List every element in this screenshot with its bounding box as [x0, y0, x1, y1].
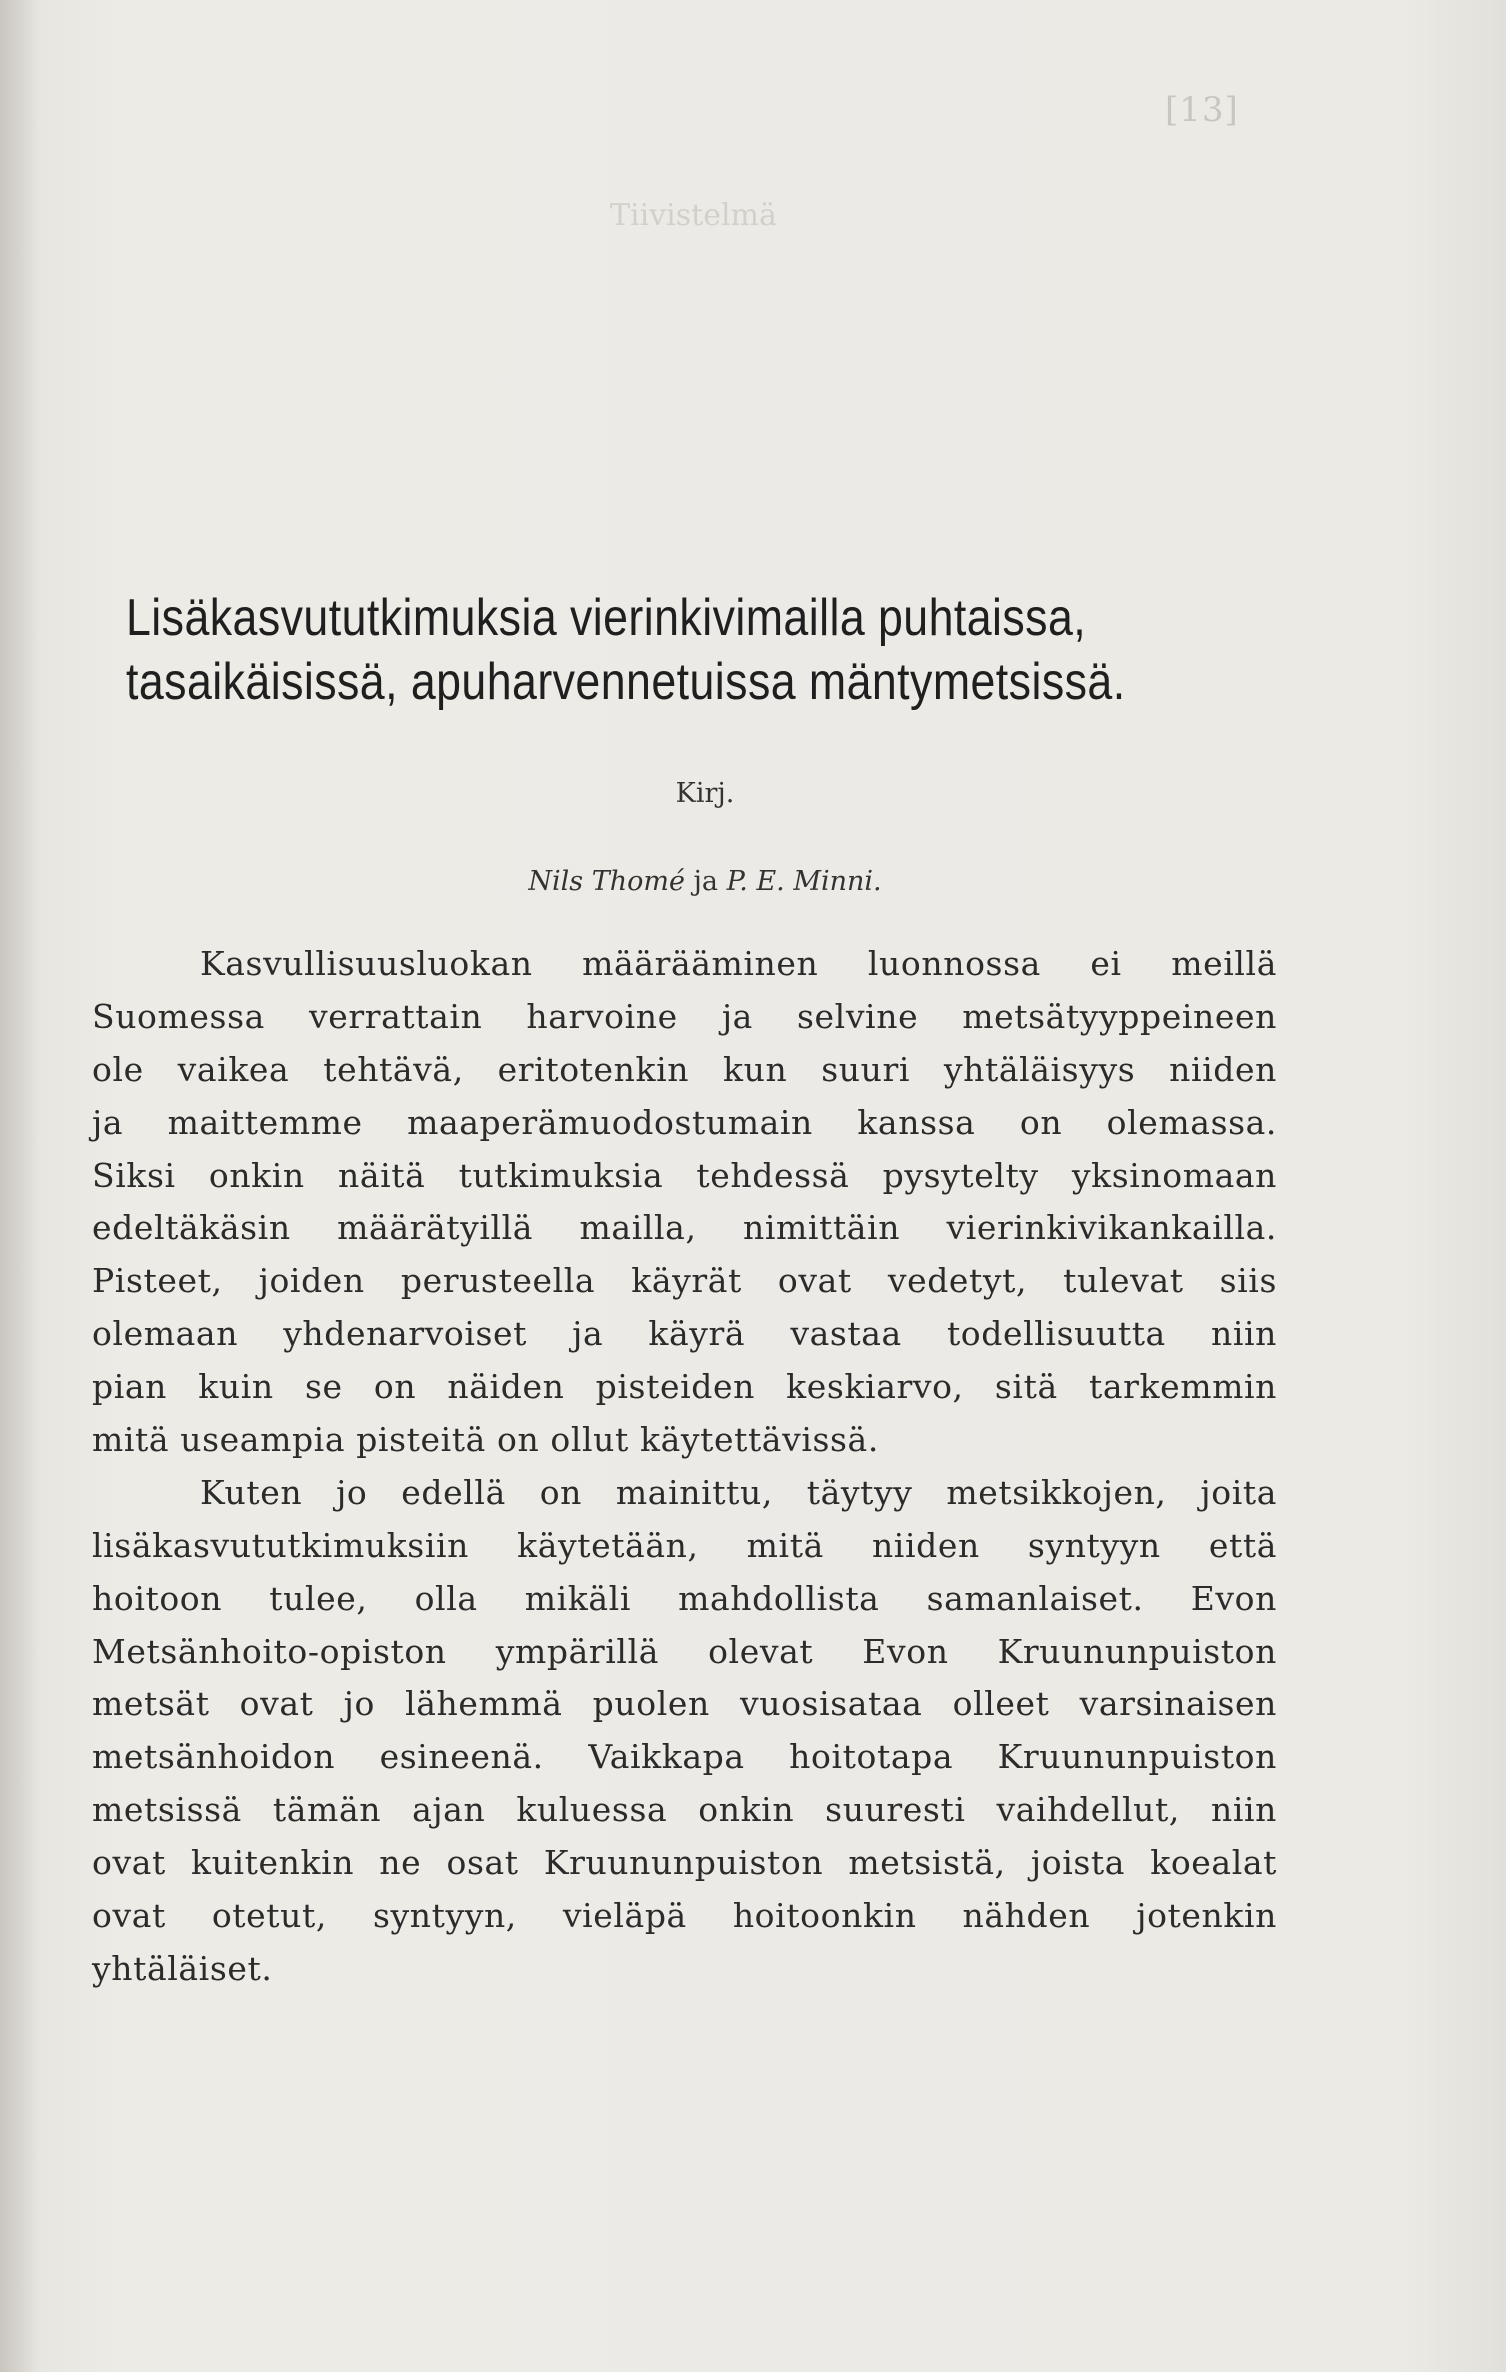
paragraph-1: [92, 938, 1277, 1467]
body-text: [92, 938, 1277, 1996]
text-line: ole vaikea tehtävä, eritotenkin kun suuri yhtäläisyys niiden: [92, 1049, 1277, 1089]
bleed-through-heading: Tiivistelmä: [610, 198, 777, 233]
text-line: Kasvullisuusluokan määrääminen luonnossa ei meillä: [200, 944, 1277, 983]
text-line: ovat otetut, syntyyn, vieläpä hoitoonkin nähden jotenkin: [92, 1896, 1277, 1936]
page-fold-shadow: [0, 0, 40, 2372]
text-line: Siksi onkin näitä tutkimuksia tehdessä pysytelty yksinomaan: [92, 1155, 1277, 1195]
text-line: yhtäläiset.: [92, 1948, 273, 1988]
paragraph-2: [92, 1467, 1277, 1996]
article-title: [126, 586, 1132, 714]
text-line: Kuten jo edellä on mainittu, täytyy metsikkojen, joita: [200, 1472, 1277, 1512]
title-line-2: tasaikäisissä, apuharvennetuissa mäntymetsissä.: [126, 653, 1126, 711]
author-2: P. E. Minni.: [726, 866, 882, 897]
text-line: Pisteet, joiden perusteella käyrät ovat vedetyt, tulevat siis: [92, 1261, 1277, 1301]
byline-label: Kirj.: [675, 778, 735, 809]
author-1: Nils Thomé: [528, 866, 685, 897]
text-line: olemaan yhdenarvoiset ja käyrä vastaa todellisuutta niin: [92, 1314, 1277, 1354]
text-line: ja maittemme maaperämuodostumain kanssa on olemassa.: [92, 1102, 1277, 1142]
text-line: hoitoon tulee, olla mikäli mahdollista samanlaiset. Evon: [92, 1578, 1277, 1618]
text-line: metsänhoidon esineenä. Vaikkapa hoitotapa Kruununpuiston: [92, 1737, 1277, 1777]
text-line: Suomessa verrattain harvoine ja selvine metsätyyppeineen: [92, 996, 1277, 1036]
text-line: edeltäkäsin määrätyillä mailla, nimittäin vierinkivikankailla.: [92, 1208, 1277, 1248]
title-line-1: Lisäkasvututkimuksia vierinkivimailla puhtaissa,: [126, 589, 1087, 647]
text-line: Metsänhoito-opiston ympärillä olevat Evon Kruununpuiston: [92, 1631, 1277, 1671]
text-line: ovat kuitenkin ne osat Kruununpuiston metsistä, joista koealat: [92, 1843, 1277, 1883]
text-line: metsät ovat jo lähemmä puolen vuosisataa olleet varsinaisen: [92, 1684, 1277, 1724]
text-line: mitä useampia pisteitä on ollut käytettävissä.: [92, 1420, 879, 1460]
text-line: pian kuin se on näiden pisteiden keskiarvo, sitä tarkemmin: [92, 1367, 1277, 1407]
author-conjunction: ja: [693, 866, 719, 897]
text-line: metsissä tämän ajan kuluessa onkin suuresti vaihdellut, niin: [92, 1790, 1277, 1830]
authors-line: [0, 866, 1410, 897]
page-number: [13]: [1165, 90, 1239, 130]
text-line: lisäkasvututkimuksiin käytetään, mitä niiden syntyyn että: [92, 1525, 1277, 1565]
